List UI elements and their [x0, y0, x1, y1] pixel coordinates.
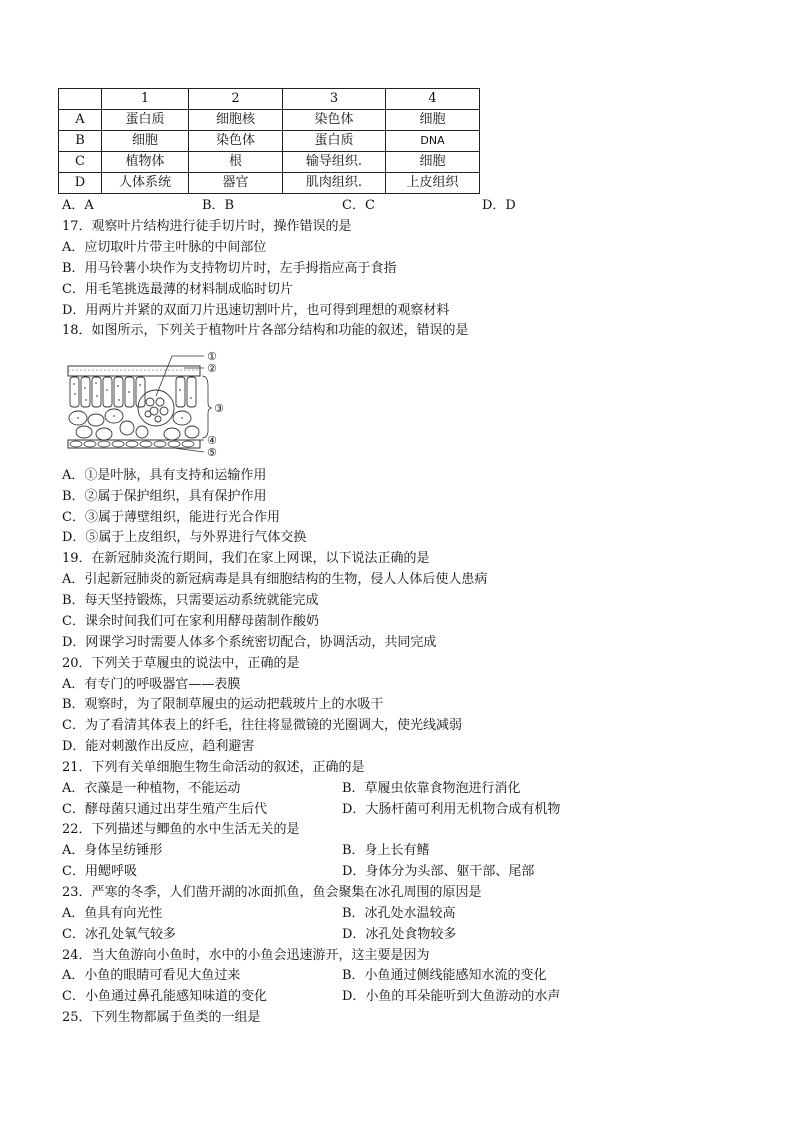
q16-option-a: A．A [62, 198, 94, 213]
figure-label-2: ② [207, 362, 217, 375]
q20-option-b: B．观察时，为了限制草履虫的运动把载玻片上的水吸干 [62, 697, 384, 712]
table-cell [59, 89, 102, 110]
q17-stem: 17．观察叶片结构进行徒手切片时，操作错误的是 [62, 219, 352, 234]
q17-option-c: C．用毛笔挑选最薄的材料制成临时切片 [62, 282, 293, 297]
table-cell: DNA [386, 131, 480, 152]
table-row [59, 152, 480, 173]
question-16-table [58, 88, 480, 194]
q18-option-c: C．③属于薄壁组织，能进行光合作用 [62, 510, 280, 525]
q18-option-b: B．②属于保护组织，具有保护作用 [62, 489, 267, 504]
q24-option-c: C．小鱼通过鼻孔能感知味道的变化 [62, 989, 267, 1004]
q22-option-a: A．身体呈纺锤形 [62, 843, 163, 858]
q17-option-b: B．用马铃薯小块作为支持物切片时，左手拇指应高于食指 [62, 261, 397, 276]
table-row [59, 131, 480, 152]
table-cell: 染色体 [283, 110, 386, 131]
table-cell: 器官 [189, 173, 283, 194]
table-cell: 人体系统 [102, 173, 189, 194]
table-cell: 4 [386, 89, 480, 110]
q21-option-d: D．大肠杆菌可利用无机物合成有机物 [342, 802, 561, 817]
table-cell: 细胞 [386, 110, 480, 131]
table-cell: C [59, 152, 102, 173]
q24-option-b: B．小鱼通过侧线能感知水流的变化 [342, 968, 547, 983]
table-cell: 根 [189, 152, 283, 173]
table-row [59, 89, 480, 110]
table-cell: 蛋白质 [283, 131, 386, 152]
table-cell: 染色体 [189, 131, 283, 152]
table-cell: 输导组织. [283, 152, 386, 173]
q19-option-d: D．网课学习时需要人体多个系统密切配合，协调活动，共同完成 [62, 635, 437, 650]
q23-option-d: D．冰孔处食物较多 [342, 927, 457, 942]
table-row [59, 173, 480, 194]
table-cell: 植物体 [102, 152, 189, 173]
table-cell: A [59, 110, 102, 131]
q19-option-c: C．课余时间我们可在家利用酵母菌制作酸奶 [62, 614, 319, 629]
q21-option-c: C．酵母菌只通过出芽生殖产生后代 [62, 802, 267, 817]
q21-option-b: B．草履虫依靠食物泡进行消化 [342, 781, 521, 796]
table-cell: 细胞 [102, 131, 189, 152]
q24-stem: 24．当大鱼游向小鱼时，水中的小鱼会迅速游开，这主要是因为 [62, 948, 430, 963]
q23-option-b: B．冰孔处水温较高 [342, 906, 456, 921]
table-cell: 2 [189, 89, 283, 110]
q19-stem: 19．在新冠肺炎流行期间，我们在家上网课，以下说法正确的是 [62, 551, 430, 566]
q22-option-c: C．用鳃呼吸 [62, 864, 137, 879]
table-cell: 上皮组织 [386, 173, 480, 194]
figure-label-5: ⑤ [207, 446, 217, 459]
q21-stem: 21．下列有关单细胞生物生命活动的叙述，正确的是 [62, 760, 365, 775]
q19-option-b: B．每天坚持锻炼，只需要运动系统就能完成 [62, 593, 319, 608]
table-row [59, 110, 480, 131]
table-cell: B [59, 131, 102, 152]
q21-option-a: A．衣藻是一种植物，不能运动 [62, 781, 241, 796]
table-cell: 细胞 [386, 152, 480, 173]
q20-option-c: C．为了看清其体表上的纤毛，往往将显微镜的光圈调大，使光线减弱 [62, 718, 462, 733]
table-cell: 蛋白质 [102, 110, 189, 131]
q23-option-a: A．鱼具有向光性 [62, 906, 163, 921]
leaf-cross-section-figure [64, 348, 234, 460]
q25-stem: 25．下列生物都属于鱼类的一组是 [62, 1010, 261, 1025]
q18-option-a: A．①是叶脉，具有支持和运输作用 [62, 468, 267, 483]
q16-option-d: D．D [482, 198, 516, 213]
table-cell: 肌肉组织. [283, 173, 386, 194]
q16-option-c: C．C [342, 198, 375, 213]
q17-option-a: A．应切取叶片带主叶脉的中间部位 [62, 240, 267, 255]
q16-option-b: B．B [202, 198, 235, 213]
q20-option-d: D．能对刺激作出反应，趋利避害 [62, 739, 255, 754]
table-cell: 细胞核 [189, 110, 283, 131]
q23-stem: 23．严寒的冬季，人们凿开湖的冰面抓鱼，鱼会聚集在冰孔周围的原因是 [62, 885, 482, 900]
figure-label-1: ① [207, 350, 217, 363]
table-cell: 3 [283, 89, 386, 110]
q23-option-c: C．冰孔处氧气较多 [62, 927, 176, 942]
figure-label-3: ③ [214, 402, 224, 415]
q22-stem: 22．下列描述与鲫鱼的水中生活无关的是 [62, 822, 300, 837]
table-cell: 1 [102, 89, 189, 110]
q20-stem: 20．下列关于草履虫的说法中，正确的是 [62, 656, 300, 671]
q18-stem: 18．如图所示，下列关于植物叶片各部分结构和功能的叙述，错误的是 [62, 323, 469, 338]
q18-option-d: D．⑤属于上皮组织，与外界进行气体交换 [62, 530, 307, 545]
q24-option-a: A．小鱼的眼睛可看见大鱼过来 [62, 968, 241, 983]
q19-option-a: A．引起新冠肺炎的新冠病毒是具有细胞结构的生物，侵人人体后使人患病 [62, 572, 488, 587]
q22-option-b: B．身上长有鳍 [342, 843, 430, 858]
q20-option-a: A．有专门的呼吸器官——表膜 [62, 677, 241, 692]
q17-option-d: D．用两片并紧的双面刀片迅速切割叶片，也可得到理想的观察材料 [62, 303, 450, 318]
table-cell: D [59, 173, 102, 194]
figure-label-4: ④ [207, 434, 217, 447]
q22-option-d: D．身体分为头部、躯干部、尾部 [342, 864, 535, 879]
q24-option-d: D．小鱼的耳朵能听到大鱼游动的水声 [342, 989, 561, 1004]
